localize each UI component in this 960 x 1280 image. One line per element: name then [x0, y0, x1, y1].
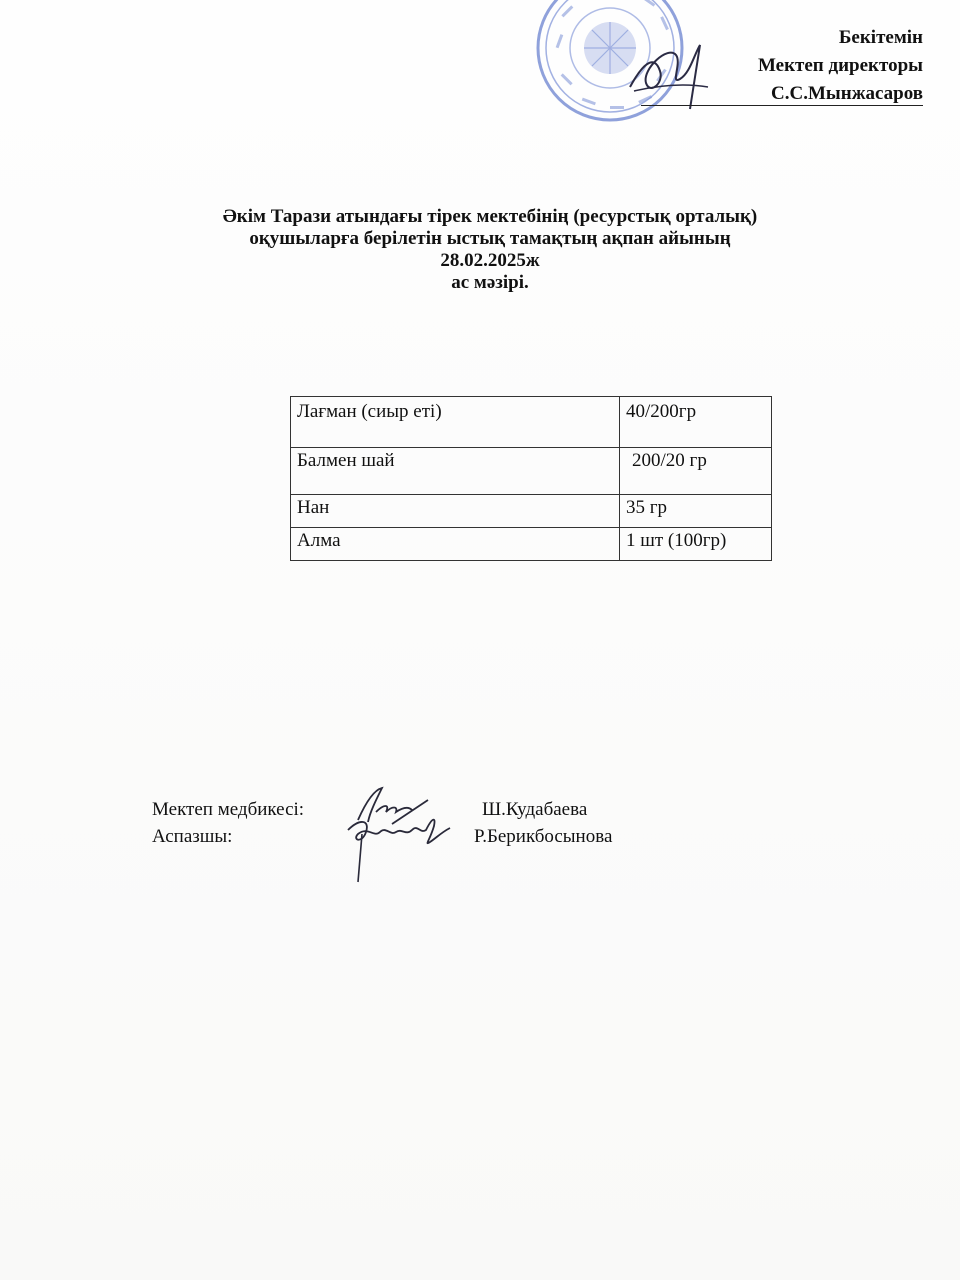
menu-amount: 35 гр: [620, 495, 772, 528]
nurse-role: Мектеп медбикесі:: [152, 799, 305, 820]
table-row: [291, 448, 772, 495]
title-line-4: ас мәзірі.: [451, 272, 529, 293]
director-name: С.С.Мынжасаров: [771, 83, 923, 104]
menu-amount: 200/20 гр: [620, 448, 772, 495]
table-row: [291, 495, 772, 528]
table-row: [291, 528, 772, 561]
document-title: [150, 206, 830, 294]
approval-heading: Бекітемін: [838, 27, 923, 48]
menu-amount: 1 шт (100гр): [620, 528, 772, 561]
director-sign-line: [641, 83, 923, 106]
menu-item: Алма: [291, 528, 620, 561]
table-row: [291, 397, 772, 448]
menu-item: Лағман (сиыр еті): [291, 397, 620, 448]
title-line-2: оқушыларға берілетін ыстық тамақтың ақпан айының: [249, 228, 731, 249]
cook-name: Р.Берикбосынова: [474, 826, 613, 847]
approval-block: [641, 24, 923, 108]
menu-item: Нан: [291, 495, 620, 528]
title-date: 28.02.2025ж: [440, 250, 540, 271]
cook-role: Аспазшы:: [152, 826, 233, 847]
menu-table: [290, 396, 772, 561]
menu-item: Балмен шай: [291, 448, 620, 495]
menu-amount: 40/200гр: [620, 397, 772, 448]
title-line-1: Әкім Тарази атындағы тірек мектебінің (ресурстық орталық): [222, 206, 758, 227]
nurse-name: Ш.Кудабаева: [482, 799, 588, 820]
director-position: Мектеп директоры: [757, 55, 923, 76]
cook-signature-icon: [340, 810, 455, 885]
